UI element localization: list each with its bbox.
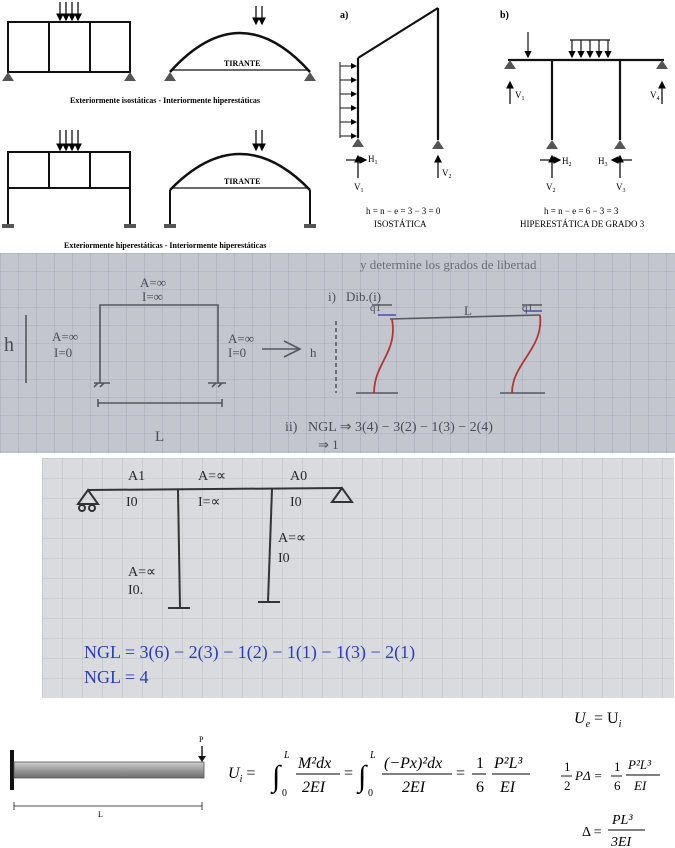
note2-col1-I: I0. bbox=[128, 583, 144, 598]
note1-part-i-text: Dib.(i) bbox=[346, 289, 382, 304]
a-H1: $H_1$ bbox=[368, 154, 378, 166]
caption-2: Exteriormente hiperestáticas - Interiormente hiperestáticas bbox=[64, 241, 267, 250]
support-icon bbox=[2, 72, 136, 81]
handwritten-note-1 bbox=[0, 253, 675, 453]
svg-text:0: 0 bbox=[368, 788, 373, 799]
svg-text:L: L bbox=[284, 750, 290, 761]
frame-a bbox=[358, 8, 438, 140]
svg-text:∫: ∫ bbox=[358, 760, 367, 793]
tirante-label-1: TIRANTE bbox=[224, 59, 261, 68]
note1-right-A: A=∞ bbox=[228, 331, 254, 346]
note2-ngl-result: NGL = 4 bbox=[84, 667, 149, 687]
note1-h-left: h bbox=[4, 334, 14, 356]
svg-text:1: 1 bbox=[614, 759, 621, 774]
svg-text:0: 0 bbox=[282, 788, 287, 799]
a-V1: $V_1$ bbox=[354, 182, 364, 194]
note1-part-i: i) bbox=[328, 289, 336, 304]
b-equation: h = n − e = 6 − 3 = 3 bbox=[544, 206, 619, 216]
svg-text:EI: EI bbox=[500, 779, 516, 796]
svg-text:Δ =: Δ = bbox=[582, 825, 602, 840]
svg-text:EI: EI bbox=[634, 778, 647, 793]
svg-text:6: 6 bbox=[614, 778, 621, 793]
a-V2: $V_2$ bbox=[442, 168, 452, 180]
note2-A2: A=∝ bbox=[198, 469, 227, 484]
strain-energy-equation bbox=[228, 750, 530, 799]
frame-1 bbox=[8, 22, 130, 72]
svg-text:1: 1 bbox=[564, 759, 571, 774]
note1-left-A: A=∞ bbox=[52, 329, 78, 344]
note2-ngl: NGL = 3(6) − 2(3) − 1(2) − 1(1) − 1(3) − 2(1) bbox=[84, 642, 416, 662]
note1-h-right: h bbox=[310, 345, 317, 360]
svg-text:M²dx: M²dx bbox=[298, 755, 332, 772]
a-equation: h = n − e = 3 − 3 = 0 bbox=[366, 206, 441, 216]
svg-text:L: L bbox=[370, 750, 376, 761]
note2-col2-A: A=∝ bbox=[278, 531, 307, 546]
note1-span-right: L bbox=[464, 303, 472, 318]
label-a: a) bbox=[340, 10, 349, 21]
cantilever-energy-section bbox=[0, 700, 675, 848]
svg-text:PΔ =: PΔ = bbox=[575, 768, 603, 783]
b-V4: $V_4$ bbox=[650, 90, 660, 102]
note1-left-I: I=0 bbox=[54, 345, 73, 360]
note2-col1-A: A=∝ bbox=[128, 565, 157, 580]
note1-q1-left: q1 bbox=[370, 302, 381, 314]
svg-text:2EI: 2EI bbox=[302, 779, 326, 796]
svg-text:2: 2 bbox=[564, 778, 571, 793]
frame-2 bbox=[8, 152, 130, 224]
label-b: b) bbox=[500, 10, 509, 21]
arch-2 bbox=[170, 154, 310, 224]
structures-figure bbox=[0, 0, 675, 252]
note1-beam-A: A=∞ bbox=[140, 275, 166, 290]
b-type: HIPERESTÁTICA DE GRADO 3 bbox=[520, 219, 645, 229]
tirante-label-2: TIRANTE bbox=[224, 177, 261, 186]
svg-text:6: 6 bbox=[476, 779, 484, 796]
svg-text:=: = bbox=[344, 765, 354, 782]
note2-I2: I=∝ bbox=[198, 495, 221, 510]
svg-text:∫: ∫ bbox=[272, 760, 281, 793]
b-V2: $V_2$ bbox=[546, 182, 556, 194]
note2-col2-I: I0 bbox=[278, 551, 290, 566]
handwritten-note-2 bbox=[42, 458, 674, 698]
deflection-result bbox=[582, 813, 645, 848]
note1-beam-I: I=∞ bbox=[142, 289, 163, 304]
b-V1: $V_1$ bbox=[515, 90, 525, 102]
b-H3: $H_3$ bbox=[598, 156, 608, 168]
note1-header: y determine los grados de libertad bbox=[360, 257, 537, 272]
svg-text:2EI: 2EI bbox=[402, 779, 426, 796]
note1-ngl: NGL ⇒ 3(4) − 3(2) − 1(3) − 2(4) bbox=[308, 420, 493, 435]
note1-right-I: I=0 bbox=[228, 345, 247, 360]
caption-1: Exteriormente isostáticas - Interiormente hiperestáticas bbox=[70, 96, 261, 105]
note1-span: L bbox=[155, 429, 165, 445]
svg-text:(−Px)²dx: (−Px)²dx bbox=[384, 755, 443, 772]
svg-text:Ui =: $U_i$ = bbox=[228, 765, 256, 785]
span-L-label: L bbox=[98, 810, 103, 819]
ue-equals-ui: $U_e = U_i$ bbox=[574, 710, 622, 730]
svg-text:PL³: PL³ bbox=[612, 813, 633, 828]
b-V3: $V_3$ bbox=[616, 182, 626, 194]
load-P-label: P bbox=[199, 735, 204, 744]
note1-q1-right: q1 bbox=[522, 302, 533, 314]
note2-A3: A0 bbox=[290, 469, 308, 484]
note1-part-ii: ii) bbox=[285, 420, 298, 435]
note1-ngl-result: ⇒ 1 bbox=[318, 437, 339, 452]
note2-A1: A1 bbox=[128, 469, 146, 484]
svg-text:P²L³: P²L³ bbox=[628, 757, 651, 772]
b-H2: $H_2$ bbox=[562, 156, 572, 168]
work-equation bbox=[561, 757, 660, 793]
note2-I3: I0 bbox=[290, 495, 302, 510]
note2-I1: I0 bbox=[126, 495, 138, 510]
cantilever-beam bbox=[14, 762, 204, 778]
svg-text:1: 1 bbox=[476, 755, 484, 772]
svg-text:P²L³: P²L³ bbox=[494, 755, 523, 772]
svg-text:3EI: 3EI bbox=[611, 835, 632, 848]
a-type: ISOSTÁTICA bbox=[374, 219, 427, 229]
svg-text:=: = bbox=[456, 765, 466, 782]
frame-b bbox=[508, 60, 664, 140]
